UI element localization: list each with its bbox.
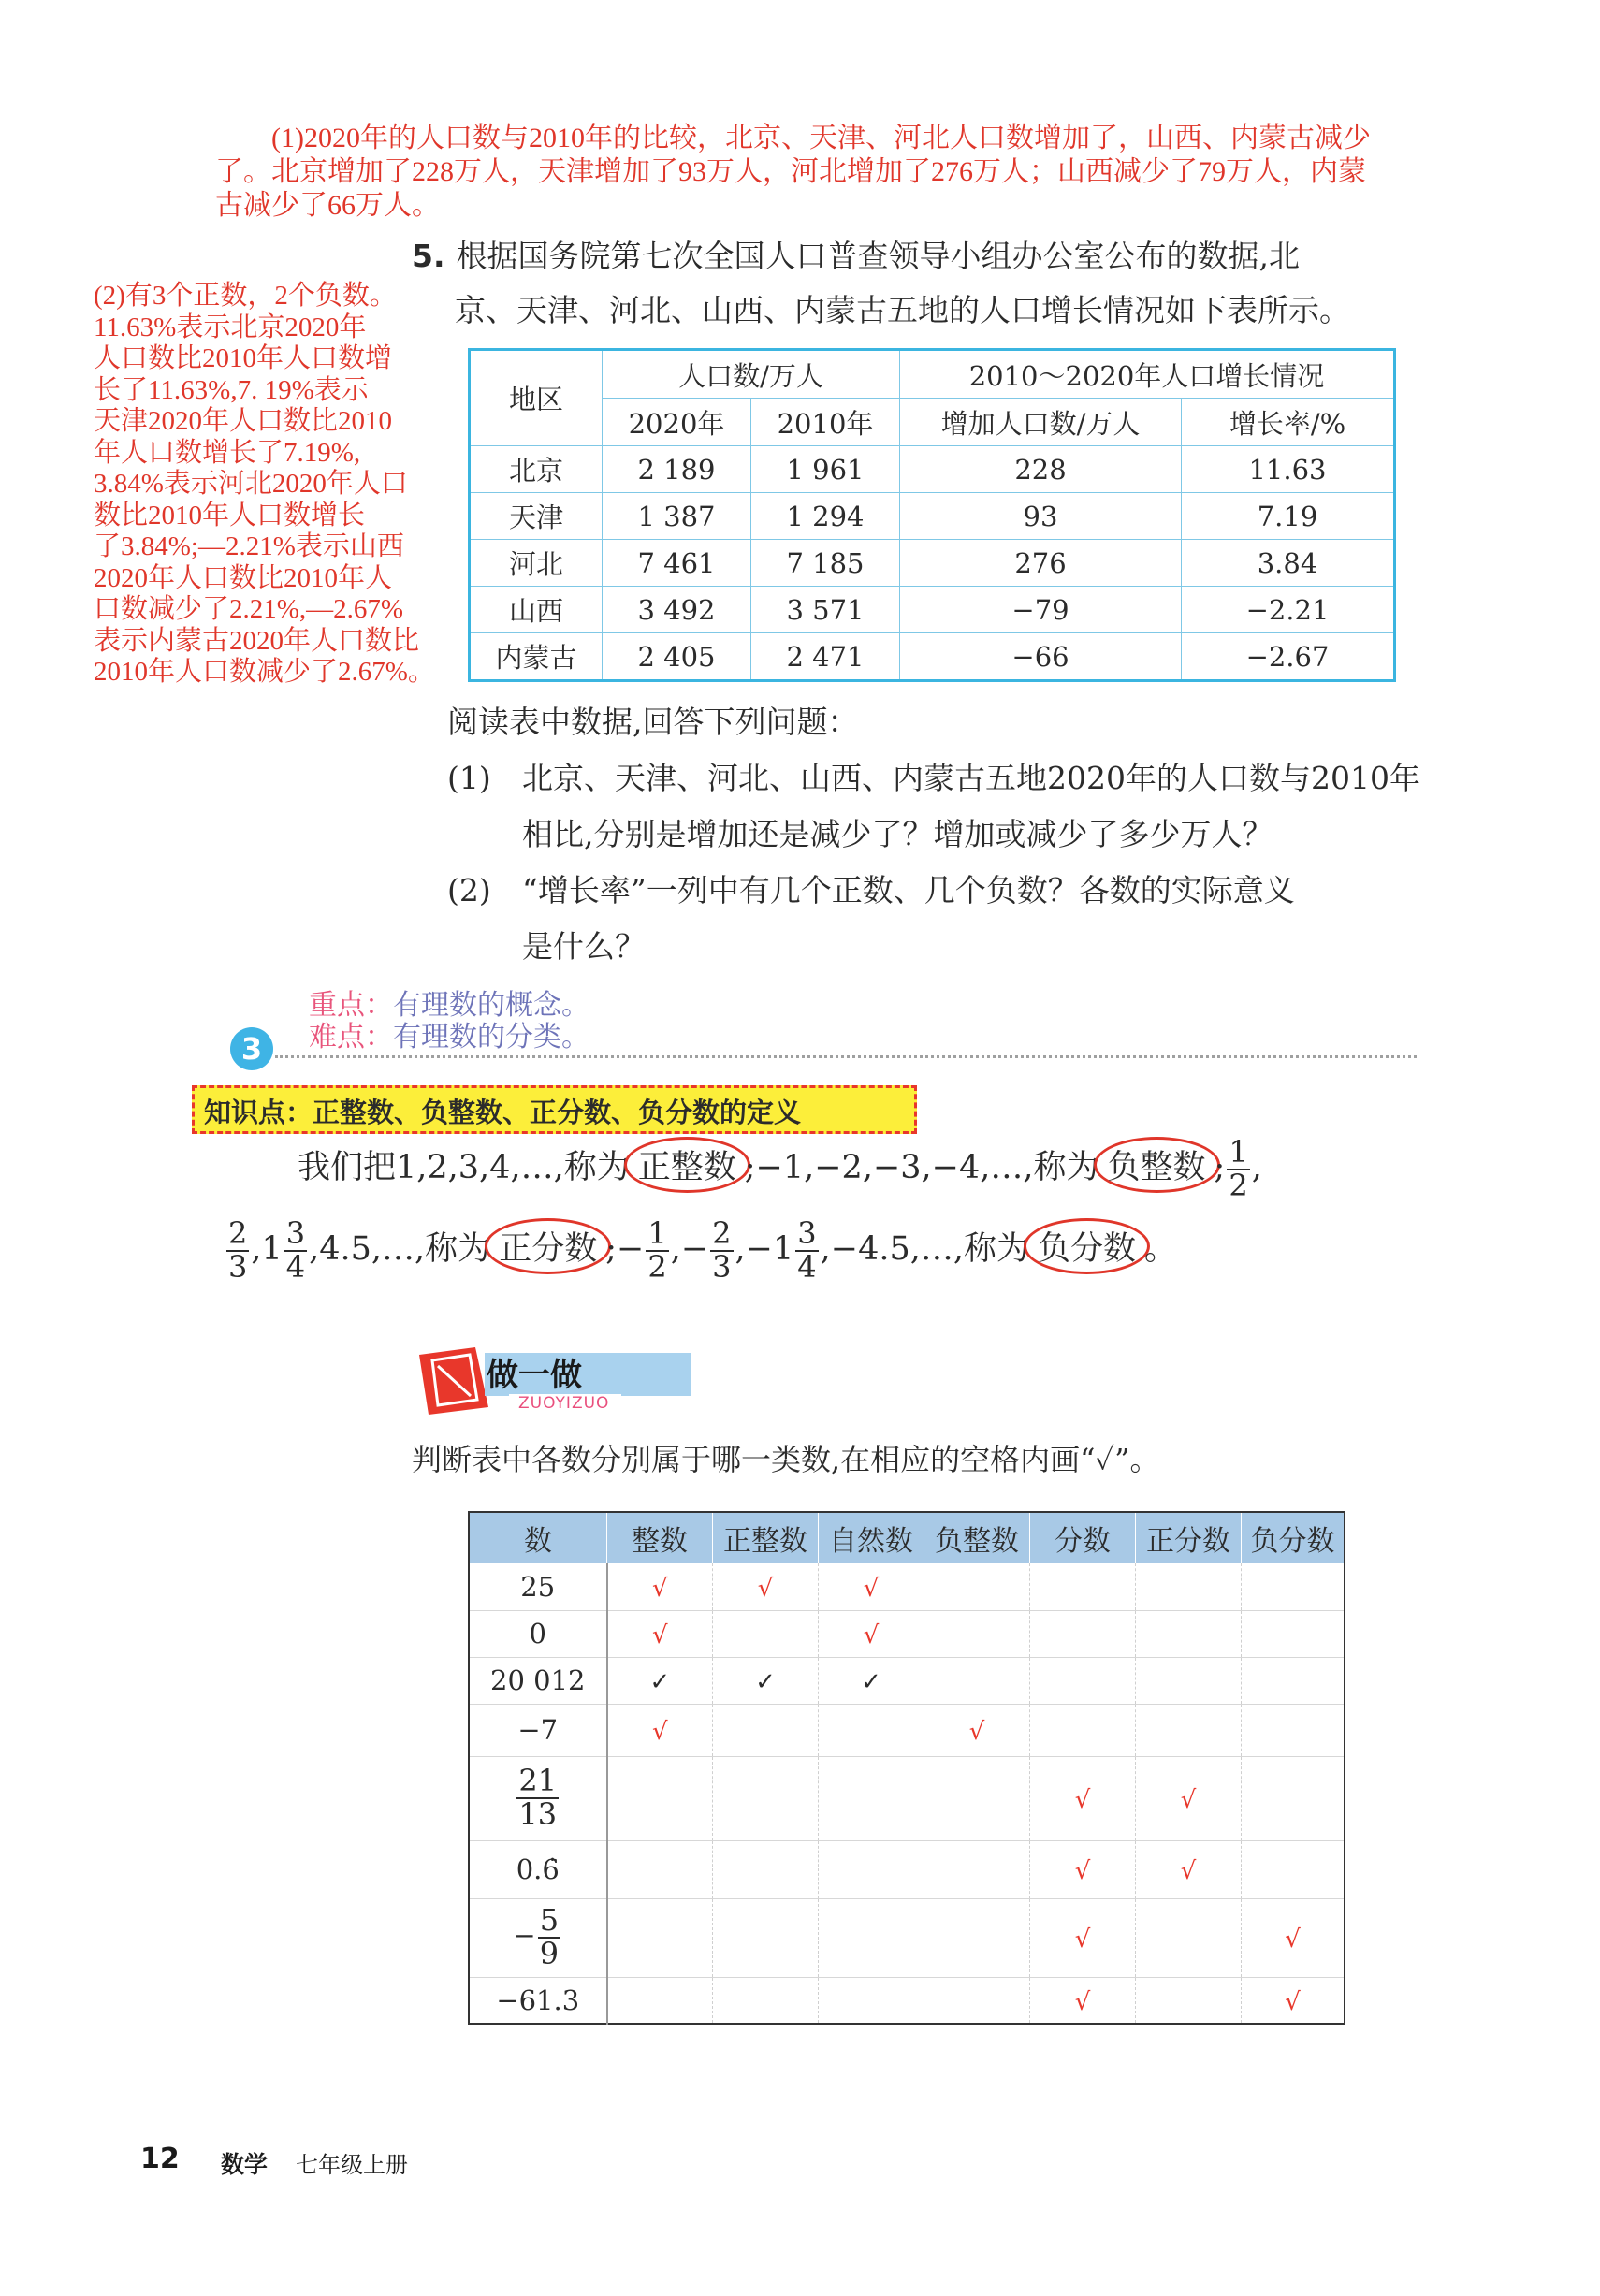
focus-annotation [309, 990, 589, 1054]
header-integer: 整数 [607, 1512, 713, 1563]
region-cell: 内蒙古 [470, 633, 603, 681]
check-cell[interactable] [1136, 1610, 1242, 1657]
page-number: 12 [140, 2143, 180, 2175]
section-divider [275, 1055, 1417, 1058]
negative-fraction-term: 负分数 [1024, 1218, 1150, 1274]
value-cell: 2 189 [603, 446, 751, 493]
check-cell[interactable] [713, 1977, 819, 2024]
sub-question-line: 北京、天津、河北、山西、内蒙古五地2020年的人口数与2010年 [522, 760, 1420, 796]
col-region: 地区 [470, 350, 603, 446]
number-cell: $\frac{21}{13}$ [469, 1756, 607, 1840]
table-row [469, 1704, 1345, 1756]
difficulty-text: 有理数的分类。 [393, 1022, 589, 1053]
check-cell[interactable] [1242, 1657, 1345, 1704]
value-cell: 7.19 [1182, 493, 1395, 540]
check-mark-icon: ✓ [755, 1668, 776, 1696]
fraction-neg-one-half: $\frac{1}{2}$ [647, 1215, 667, 1285]
sub-question-number: (1) [447, 760, 491, 796]
value-cell: −66 [900, 633, 1182, 681]
classification-table [468, 1511, 1345, 2025]
mixed-whole: 1 [261, 1230, 283, 1269]
col-rate: 增长率/% [1182, 399, 1395, 446]
answer-2-line: 口数减少了2.21%,—2.67% [94, 594, 404, 624]
check-cell[interactable] [1242, 1756, 1345, 1840]
check-cell[interactable] [607, 1840, 713, 1898]
number-cell: 20 012 [469, 1657, 607, 1704]
check-cell[interactable] [713, 1898, 819, 1977]
value-cell: −79 [900, 587, 1182, 633]
check-mark-icon: √ [1074, 1925, 1091, 1954]
definition-line-1: 我们把1,2,3,4,…,称为 正整数 ;−1,−2,−3,−4,…,称为 负整数 ; $\frac{1}{2}$ , [298, 1134, 1262, 1203]
population-table [468, 348, 1396, 682]
sub-question-line: “增长率”一列中有几个正数、几个负数？各数的实际意义 [522, 872, 1295, 908]
check-cell[interactable] [713, 1704, 819, 1756]
sub-question [447, 750, 1430, 863]
definition-line-2: $\frac{2}{3}$ ,1 $\frac{3}{4}$ ,4.5,…,称为 正分数 ;− $\frac{1}{2}$ ,− $\frac{2}{3}$ ,−1 $\frac{3}{4}$ ,−4.5,…,称为 负分数 。 [228, 1215, 1178, 1285]
activity-instruction: 判断表中各数分别属于哪一类数,在相应的空格内画“✓”。 [412, 1442, 1160, 1477]
definition-text: ;−1,−2,−3,−4,…,称为 [744, 1149, 1099, 1187]
check-cell[interactable] [713, 1563, 819, 1610]
check-cell[interactable] [819, 1704, 924, 1756]
value-cell: 7 185 [751, 540, 900, 587]
value-cell: −2.67 [1182, 633, 1395, 681]
value-cell: 2 405 [603, 633, 751, 681]
definition-text: ,4.5,…,称为 [309, 1230, 491, 1269]
check-cell[interactable] [607, 1977, 713, 2024]
fraction-two-thirds: $\frac{2}{3}$ [228, 1215, 248, 1285]
table-row [469, 1898, 1345, 1977]
sub-question-line: 是什么？ [522, 928, 646, 965]
check-cell[interactable] [1242, 1977, 1345, 2024]
check-cell[interactable] [1136, 1898, 1242, 1977]
check-cell[interactable] [819, 1563, 924, 1610]
check-cell[interactable] [607, 1610, 713, 1657]
header-negative-integer: 负整数 [924, 1512, 1030, 1563]
check-cell[interactable] [1136, 1657, 1242, 1704]
table-row [470, 540, 1395, 587]
region-cell: 天津 [470, 493, 603, 540]
col-2010: 2010年 [751, 399, 900, 446]
table-row [469, 1657, 1345, 1704]
value-cell: 3.84 [1182, 540, 1395, 587]
region-cell: 山西 [470, 587, 603, 633]
table-row [470, 633, 1395, 681]
focus-text: 有理数的概念。 [393, 990, 589, 1021]
table-row [469, 1756, 1345, 1840]
answer-2-line: 天津2020年人口数比2010 [94, 406, 393, 436]
check-cell[interactable] [819, 1756, 924, 1840]
value-cell: 3 492 [603, 587, 751, 633]
check-mark-icon: √ [1180, 1857, 1197, 1885]
table-row [469, 1563, 1345, 1610]
check-cell[interactable] [1136, 1756, 1242, 1840]
value-cell: 3 571 [751, 587, 900, 633]
knowledge-point-box: 知识点：正整数、负整数、正分数、负分数的定义 [192, 1085, 917, 1134]
check-cell[interactable] [924, 1657, 1030, 1704]
check-cell[interactable] [819, 1610, 924, 1657]
check-cell[interactable] [1030, 1610, 1136, 1657]
check-cell[interactable] [1136, 1977, 1242, 2024]
check-cell[interactable] [924, 1898, 1030, 1977]
check-mark-icon: ✓ [861, 1668, 881, 1696]
focus-label: 重点： [309, 990, 393, 1021]
answer-2-line: 数比2010年人口数增长 [94, 500, 366, 530]
answer-2-line: 3.84%表示河北2020年人口 [94, 469, 408, 499]
answer-1-line: (1)2020年的人口数与2010年的比较，北京、天津、河北人口数增加了，山西、内蒙古减少 [271, 123, 1371, 153]
value-cell: 7 461 [603, 540, 751, 587]
check-mark-icon: √ [863, 1621, 880, 1649]
check-cell[interactable] [1030, 1756, 1136, 1840]
check-cell[interactable] [1242, 1840, 1345, 1898]
footer-subject: 数学 [221, 2151, 269, 2178]
answer-2-line: (2)有3个正数，2个负数。 [94, 281, 397, 311]
header-positive-fraction: 正分数 [1136, 1512, 1242, 1563]
check-cell[interactable] [713, 1610, 819, 1657]
definition-text: 我们把1,2,3,4,…,称为 [298, 1149, 630, 1187]
positive-fraction-term: 正分数 [485, 1218, 611, 1274]
sub-question-line: 相比,分别是增加还是减少了？增加或减少了多少万人？ [522, 816, 1273, 852]
check-cell[interactable] [924, 1756, 1030, 1840]
positive-integer-term: 正整数 [624, 1137, 750, 1193]
handwritten-answer-2 [94, 281, 468, 689]
check-cell[interactable] [607, 1756, 713, 1840]
question-text-line: 根据国务院第七次全国人口普查领导小组办公室公布的数据,北 [456, 238, 1300, 274]
group-population: 人口数/万人 [603, 350, 900, 399]
section-number-badge: 3 [230, 1027, 273, 1070]
table-row [469, 1840, 1345, 1898]
check-cell[interactable] [819, 1977, 924, 2024]
check-cell[interactable] [819, 1657, 924, 1704]
check-cell[interactable] [819, 1840, 924, 1898]
value-cell: 93 [900, 493, 1182, 540]
region-cell: 河北 [470, 540, 603, 587]
check-cell[interactable] [1136, 1563, 1242, 1610]
check-cell[interactable] [607, 1563, 713, 1610]
check-cell[interactable] [924, 1704, 1030, 1756]
col-2020: 2020年 [603, 399, 751, 446]
answer-1-line: 了。北京增加了228万人，天津增加了93万人，河北增加了276万人；山西减少了79万人，内蒙 [215, 156, 1366, 187]
table-row [470, 587, 1395, 633]
check-cell[interactable] [924, 1977, 1030, 2024]
check-cell[interactable] [607, 1704, 713, 1756]
number-cell: −61.3 [469, 1977, 607, 2024]
table-row [469, 1977, 1345, 2024]
answer-2-line: 表示内蒙古2020年人口数比 [94, 625, 420, 656]
fraction-neg-two-thirds: $\frac{2}{3}$ [712, 1215, 732, 1285]
header-fraction: 分数 [1030, 1512, 1136, 1563]
definition-text: ,−4.5,…,称为 [820, 1230, 1029, 1269]
handwritten-answer-1 [215, 122, 1525, 223]
table-row [469, 1610, 1345, 1657]
value-cell: 1 387 [603, 493, 751, 540]
answer-2-line: 11.63%表示北京2020年 [94, 312, 367, 342]
check-mark-icon: √ [1074, 1786, 1091, 1814]
answer-2-line: 年人口数增长了7.19%, [94, 437, 361, 468]
check-cell[interactable] [1136, 1840, 1242, 1898]
check-cell[interactable] [924, 1610, 1030, 1657]
header-negative-fraction: 负分数 [1242, 1512, 1345, 1563]
neg-mixed-whole: −1 [745, 1230, 794, 1269]
value-cell: 276 [900, 540, 1182, 587]
check-cell[interactable] [1136, 1704, 1242, 1756]
check-mark-icon: √ [1074, 1857, 1091, 1885]
check-cell[interactable] [1242, 1704, 1345, 1756]
check-cell[interactable] [1030, 1977, 1136, 2024]
sub-questions [447, 750, 1430, 975]
answer-2-line: 人口数比2010年人口数增 [94, 343, 393, 373]
fraction-three-quarters: $\frac{3}{4}$ [285, 1215, 306, 1285]
footer-grade: 七年级上册 [296, 2152, 408, 2178]
header-natural-number: 自然数 [819, 1512, 924, 1563]
col-increase: 增加人口数/万人 [900, 399, 1182, 446]
answer-2-line: 2010年人口数减少了2.67%。 [94, 657, 435, 687]
sub-question-number: (2) [447, 872, 491, 908]
check-mark-icon: √ [1074, 1987, 1091, 2016]
check-cell[interactable] [1030, 1657, 1136, 1704]
sub-question [447, 863, 1430, 975]
number-cell: − $\frac{5}{9}$ [469, 1898, 607, 1977]
check-cell[interactable] [924, 1840, 1030, 1898]
answer-2-line: 了3.84%;—2.21%表示山西 [94, 531, 404, 561]
value-cell: 228 [900, 446, 1182, 493]
check-cell[interactable] [1030, 1563, 1136, 1610]
value-cell: 1 961 [751, 446, 900, 493]
number-cell: −7 [469, 1704, 607, 1756]
answer-2-line: 长了11.63%,7. 19%表示 [94, 374, 369, 405]
check-cell[interactable] [607, 1898, 713, 1977]
check-cell[interactable] [1242, 1563, 1345, 1610]
fraction-one-half: $\frac{1}{2}$ [1229, 1134, 1248, 1203]
number-cell: 0.6̇ [469, 1840, 607, 1898]
check-cell[interactable] [607, 1657, 713, 1704]
activity-subtitle: ZUOYIZUO [518, 1394, 610, 1413]
table-row [470, 446, 1395, 493]
header-positive-integer: 正整数 [713, 1512, 819, 1563]
group-growth: 2010～2020年人口增长情况 [900, 350, 1395, 399]
check-mark-icon: √ [863, 1574, 880, 1603]
check-cell[interactable] [1242, 1610, 1345, 1657]
table-row [470, 493, 1395, 540]
check-mark-icon: √ [757, 1574, 774, 1603]
header-number: 数 [469, 1512, 607, 1563]
check-mark-icon: √ [1180, 1786, 1197, 1814]
check-mark-icon: ✓ [649, 1668, 671, 1696]
difficulty-label: 难点： [309, 1022, 393, 1053]
check-cell[interactable] [1030, 1898, 1136, 1977]
check-cell[interactable] [713, 1756, 819, 1840]
check-mark-icon: √ [1285, 1987, 1301, 2016]
check-cell[interactable] [924, 1563, 1030, 1610]
check-mark-icon: √ [1285, 1925, 1301, 1954]
activity-title: 做一做 [487, 1357, 582, 1394]
check-mark-icon: √ [651, 1621, 668, 1649]
number-cell: 0 [469, 1610, 607, 1657]
check-mark-icon: √ [651, 1718, 668, 1746]
check-cell[interactable] [713, 1657, 819, 1704]
region-cell: 北京 [470, 446, 603, 493]
check-cell[interactable] [1242, 1898, 1345, 1977]
answer-1-line: 古减少了66万人。 [215, 190, 440, 221]
check-cell[interactable] [713, 1840, 819, 1898]
negative-integer-term: 负整数 [1094, 1137, 1220, 1193]
answer-2-line: 2020年人口数比2010年人 [94, 562, 393, 593]
value-cell: 1 294 [751, 493, 900, 540]
number-cell: 25 [469, 1563, 607, 1610]
check-cell[interactable] [1030, 1840, 1136, 1898]
read-prompt: 阅读表中数据,回答下列问题： [447, 704, 859, 740]
question-number: 5. [412, 238, 445, 274]
value-cell: 2 471 [751, 633, 900, 681]
value-cell: 11.63 [1182, 446, 1395, 493]
check-mark-icon: √ [968, 1718, 985, 1746]
question-5 [412, 229, 1422, 338]
value-cell: −2.21 [1182, 587, 1395, 633]
check-cell[interactable] [1030, 1704, 1136, 1756]
check-cell[interactable] [819, 1898, 924, 1977]
fraction-neg-three-quarters: $\frac{3}{4}$ [797, 1215, 817, 1285]
check-mark-icon: √ [651, 1574, 668, 1603]
question-text-line: 京、天津、河北、山西、内蒙古五地的人口增长情况如下表所示。 [455, 292, 1350, 328]
